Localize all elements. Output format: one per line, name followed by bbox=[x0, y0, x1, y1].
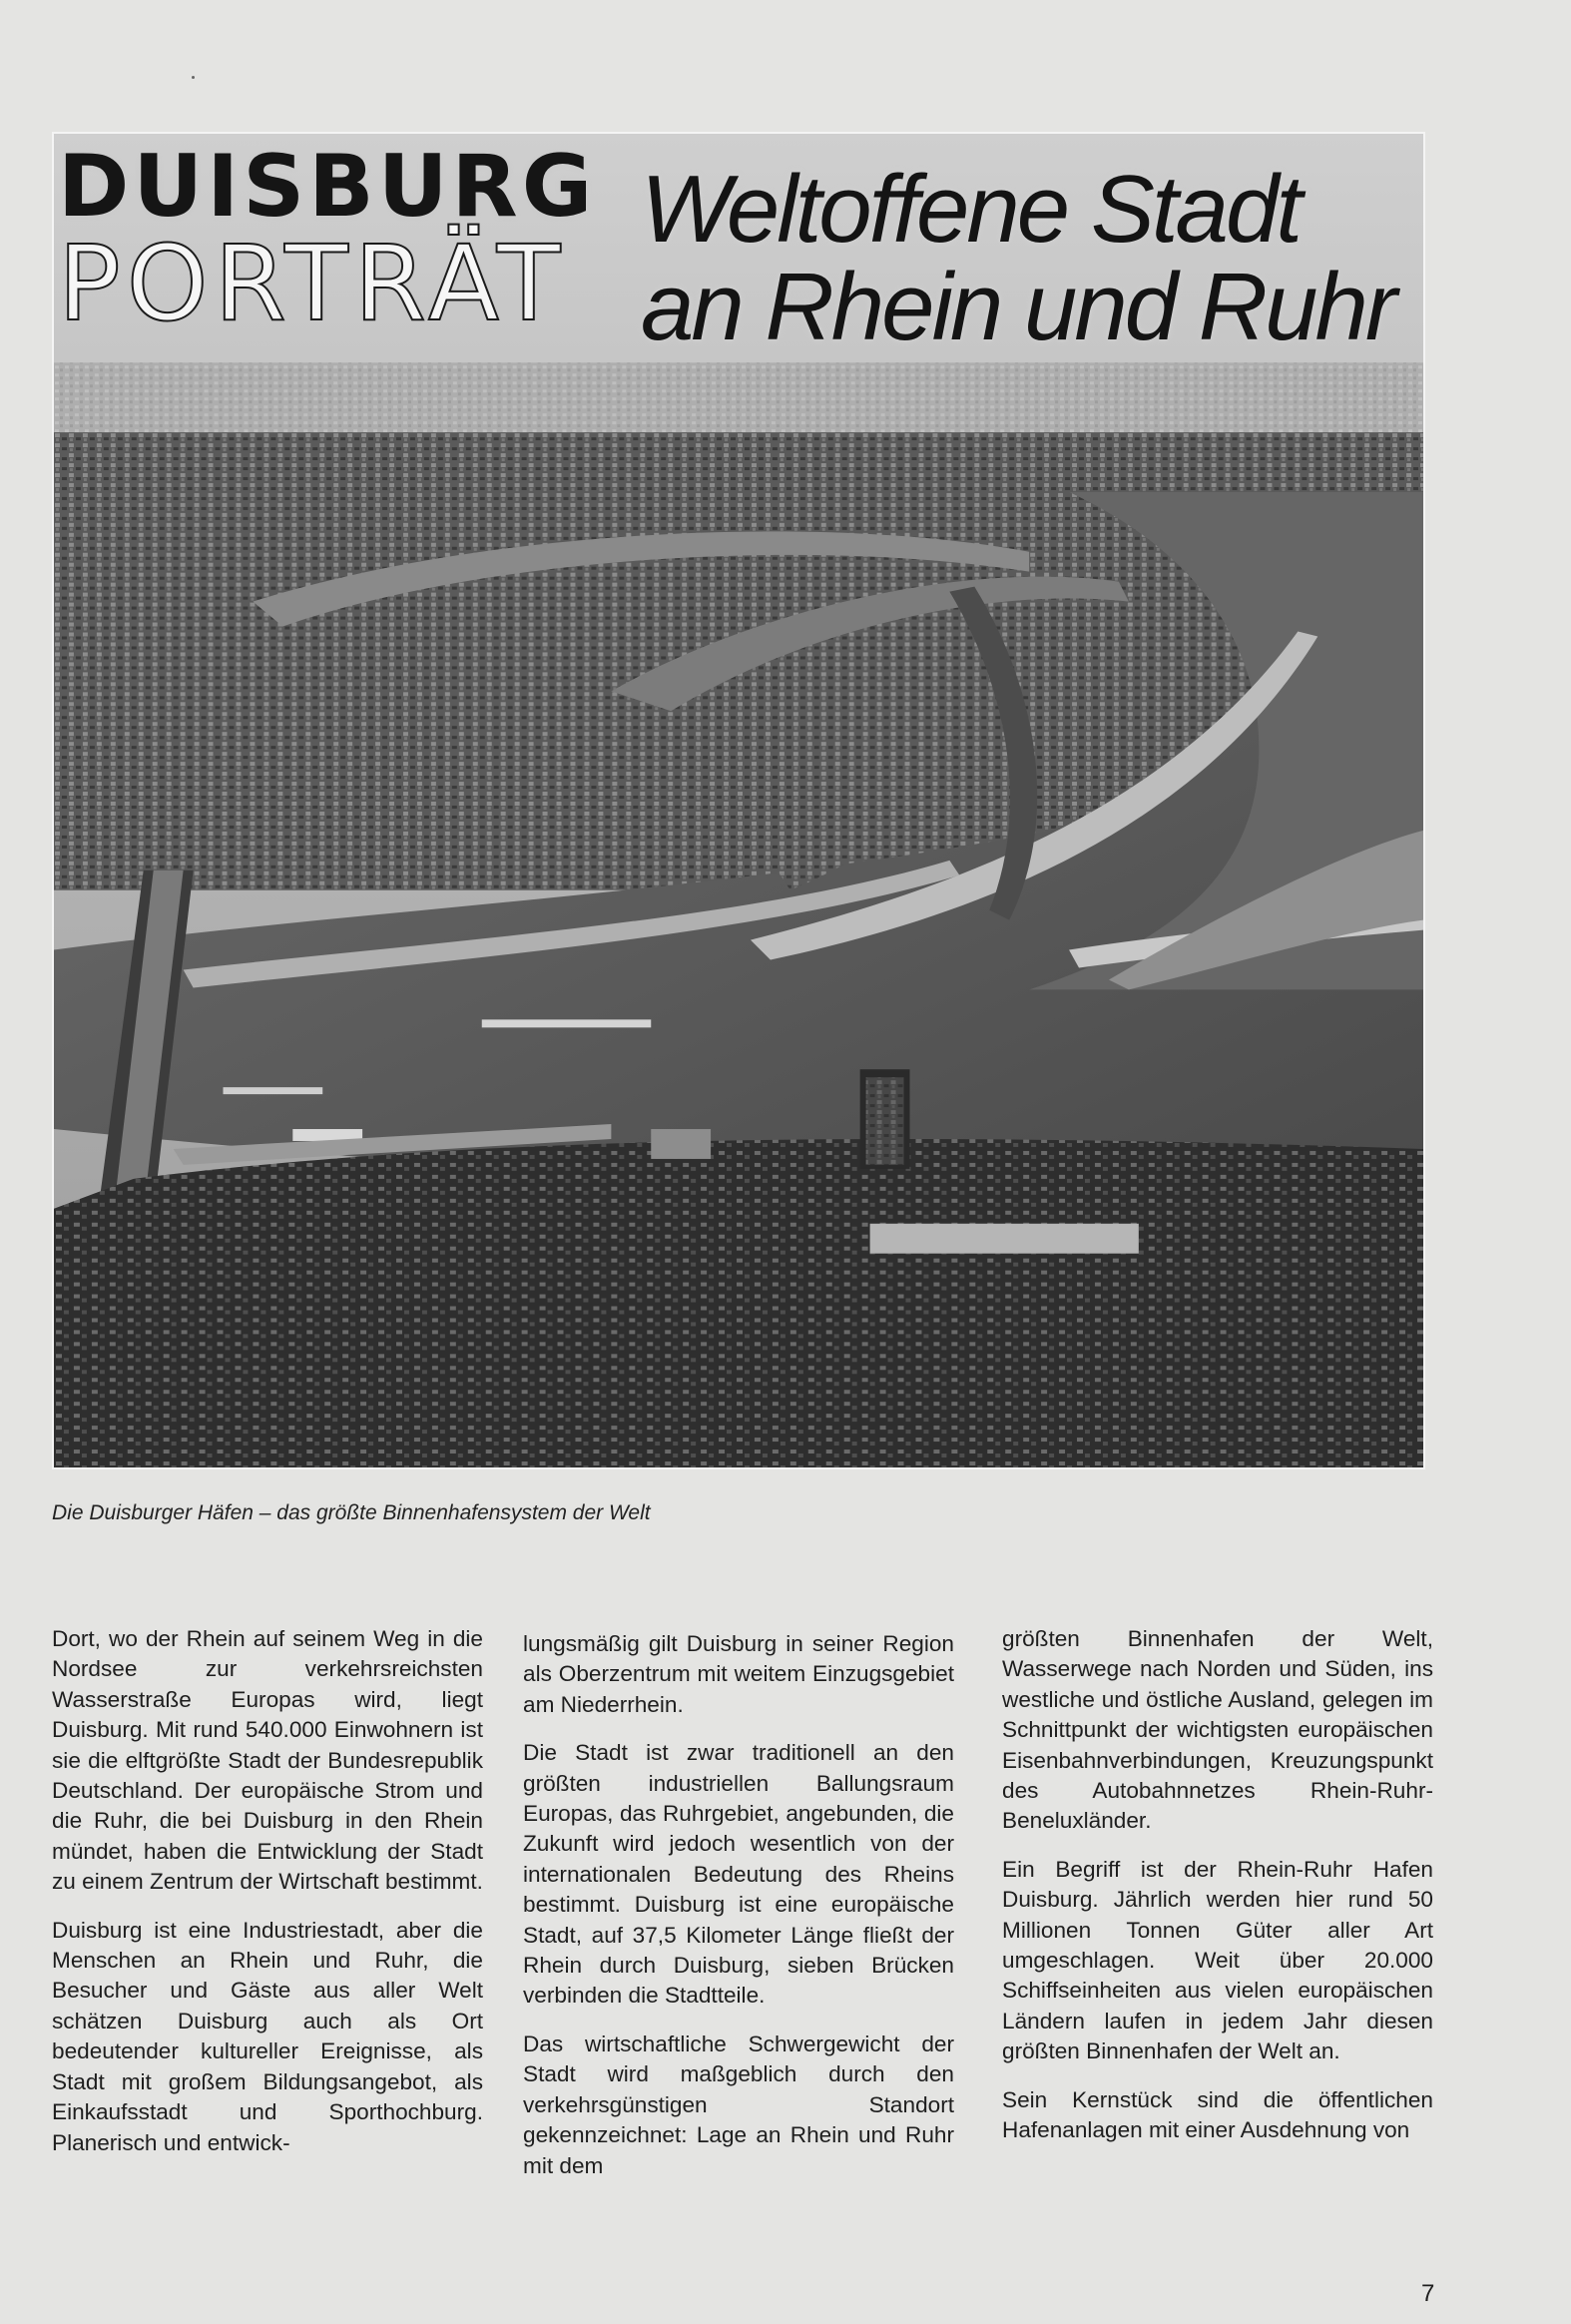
paragraph: Duisburg ist eine Industriestadt, aber die Menschen an Rhein und Ruhr, die Besucher und Gäste aus aller Welt schätzen Duisburg auch als Ort bedeutender kultureller Ereignisse, als Stadt mit großem Bildungsangebot, als Einkaufsstadt und Sporthochburg. Planerisch und entwick- bbox=[52, 1917, 483, 2155]
aerial-photo bbox=[52, 132, 1425, 1469]
headline bbox=[641, 156, 1394, 360]
text-column-1 bbox=[52, 1624, 483, 2176]
paragraph: größten Binnenhafen der Welt, Wasserwege nach Norden und Süden, ins westliche und östliche Ausland, gelegen im Schnittpunkt der wichtigsten europäischen Eisenbahnverbindungen, Kreuzungspunkt des Autobahnnetzes Rhein-Ruhr-Beneluxländer. bbox=[1002, 1626, 1433, 1834]
paragraph: lungsmäßig gilt Duisburg in seiner Region als Oberzentrum mit weitem Einzugsgebiet am Niederrhein. bbox=[523, 1631, 954, 1717]
title-duisburg: DUISBURG bbox=[58, 137, 597, 237]
paragraph: Dort, wo der Rhein auf seinem Weg in die Nordsee zur verkehrsreichsten Wasserstraße Europas wird, liegt Duisburg. Mit rund 540.000 Einwohnern ist sie die elftgrößte Stadt der Bundesrepublik Deutschland. Der europäische Strom und die Ruhr, die bei Duisburg in den Rhein mündet, haben die Entwicklung der Stadt zu einem Zentrum der Wirtschaft bestimmt. bbox=[52, 1626, 483, 1895]
page-number: 7 bbox=[1421, 2280, 1435, 2307]
paragraph: Das wirtschaftliche Schwergewicht der Stadt wird maßgeblich durch den verkehrsgünstigen Standort gekennzeichnet: Lage an Rhein und Ruhr mit dem bbox=[523, 2031, 954, 2178]
paragraph: Ein Begriff ist der Rhein-Ruhr Hafen Duisburg. Jährlich werden hier rund 50 Millionen Tonnen Güter aller Art umgeschlagen. Weit über 20.000 Schiffseinheiten aus vielen europäischen Ländern laufen in jedem Jahr diesen größten Binnenhafen der Welt an. bbox=[1002, 1856, 1433, 2064]
headline-line-2: an Rhein und Ruhr bbox=[641, 254, 1394, 360]
paragraph: Die Stadt ist zwar traditionell an den größten industriellen Ballungsraum Europas, das Ruhrgebiet, angebunden, die Zukunft wird jedoch wesentlich von der internationalen Bedeutung des Rheins bestimmt. Duisburg ist eine europäische Stadt, auf 37,5 Kilometer Länge fließt der Rhein durch Duisburg, sieben Brücken verbinden die Stadtteile. bbox=[523, 1740, 954, 2009]
text-column-2 bbox=[523, 1629, 954, 2199]
title-block-left bbox=[58, 137, 597, 344]
paragraph: Sein Kernstück sind die öffentlichen Hafenanlagen mit einer Ausdehnung von bbox=[1002, 2086, 1433, 2143]
photo-caption: Die Duisburger Häfen – das größte Binnenhafensystem der Welt bbox=[52, 1501, 651, 1524]
title-portraet: PORTRÄT bbox=[58, 223, 567, 344]
text-column-3 bbox=[1002, 1624, 1433, 2164]
headline-line-1: Weltoffene Stadt bbox=[641, 156, 1300, 263]
print-speck bbox=[192, 76, 195, 79]
